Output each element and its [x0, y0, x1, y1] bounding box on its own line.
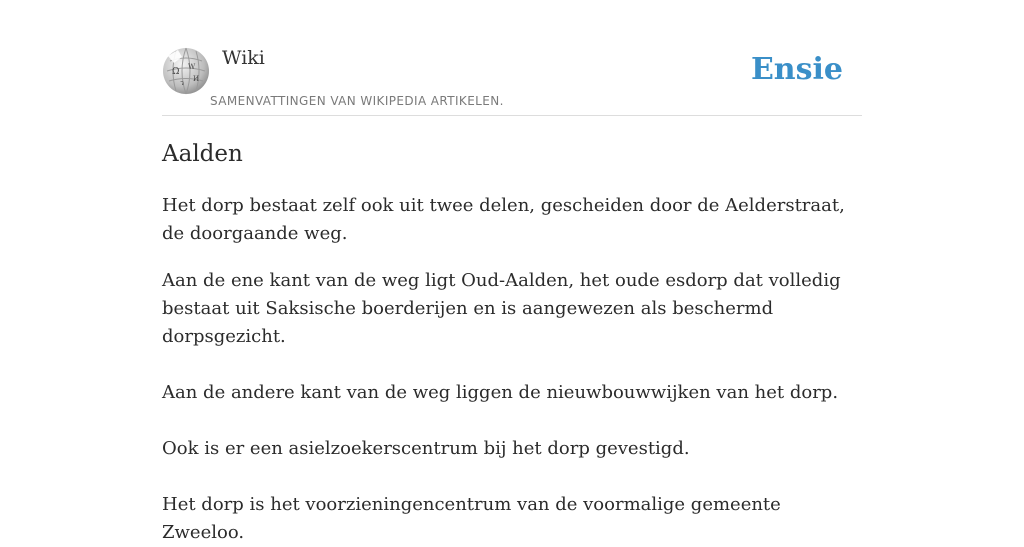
- site-header: [162, 44, 862, 116]
- article-paragraph: Ook is er een asielzoekerscentrum bij het dorp gevestigd.: [162, 438, 690, 459]
- svg-text:И: И: [193, 75, 200, 83]
- svg-text:ว: ว: [180, 79, 184, 87]
- article-paragraph: Aan de ene kant van de weg ligt Oud-Aalden, het oude esdorp dat volledig bestaat uit Saksische boerderijen en is aangewezen als beschermd dorpsgezicht.: [162, 270, 841, 347]
- article-paragraph: Aan de andere kant van de weg liggen de nieuwbouwwijken van het dorp.: [162, 382, 839, 403]
- site-name[interactable]: Wiki: [222, 47, 265, 69]
- svg-text:W: W: [188, 63, 196, 71]
- wikipedia-globe-icon[interactable]: [162, 47, 210, 95]
- article-paragraph: Het dorp is het voorzieningencentrum van de voormalige gemeente Zweeloo.: [162, 494, 781, 543]
- site-tagline: SAMENVATTINGEN VAN WIKIPEDIA ARTIKELEN.: [210, 94, 504, 108]
- article-paragraph: Het dorp bestaat zelf ook uit twee delen, gescheiden door de Aelderstraat, de doorgaande weg.: [162, 195, 845, 244]
- svg-text:Ω: Ω: [172, 67, 180, 77]
- page-title: Aalden: [162, 141, 243, 167]
- article: [162, 136, 862, 547]
- brand-logo[interactable]: Ensie: [750, 52, 843, 87]
